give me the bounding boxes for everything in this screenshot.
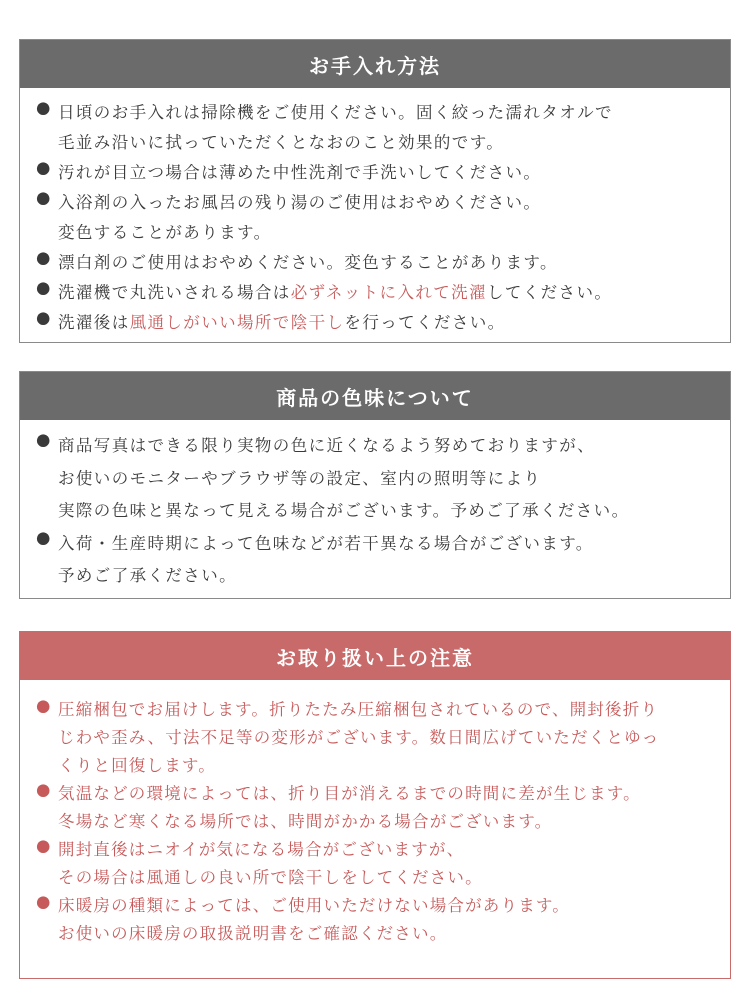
bullet-icon: ● [36, 308, 52, 327]
color-section-title: 商品の色味について [20, 372, 730, 420]
list-item [36, 780, 716, 836]
list-item-line [58, 98, 716, 128]
bullet-icon: ● [36, 780, 52, 799]
list-item-line [58, 864, 716, 892]
highlight-text: 必ずネットに入れて洗濯 [290, 283, 487, 302]
list-item-line [58, 158, 716, 188]
care-list [20, 88, 730, 338]
list-item-line [58, 495, 716, 528]
list-item [36, 308, 716, 338]
bullet-icon: ● [36, 188, 52, 207]
line-text: 床暖房の種類によっては、ご使用いただけない場合があります。 [58, 896, 570, 915]
list-item-line [58, 188, 716, 218]
line-text: 漂白剤のご使用はおやめください。変色することがあります。 [58, 253, 558, 272]
line-text: じわや歪み、寸法不足等の変形がございます。数日間広げていただくとゆっ [58, 728, 660, 747]
list-item [36, 892, 716, 948]
list-item [36, 248, 716, 278]
list-item-line [58, 696, 716, 724]
bullet-icon: ● [36, 158, 52, 177]
list-item [36, 836, 716, 892]
list-item-line [58, 560, 716, 593]
line-text: 入浴剤の入ったお風呂の残り湯のご使用はおやめください。 [58, 193, 542, 212]
list-item [36, 430, 716, 528]
list-item-line [58, 218, 716, 248]
line-text: 汚れが目立つ場合は薄めた中性洗剤で手洗いしてください。 [58, 163, 542, 182]
list-item-line [58, 836, 716, 864]
line-text: その場合は風通しの良い所で陰干しをしてください。 [58, 868, 483, 887]
line-text: お使いのモニターやブラウザ等の設定、室内の照明等により [58, 468, 542, 488]
line-text: くりと回復します。 [58, 756, 216, 775]
line-text: を行ってください。 [344, 313, 506, 332]
list-item-line [58, 808, 716, 836]
list-item-line [58, 248, 716, 278]
list-item-line [58, 528, 716, 561]
list-item [36, 528, 716, 593]
line-text: 冬場など寒くなる場所では、時間がかかる場合がございます。 [58, 812, 553, 831]
list-item-line [58, 278, 716, 308]
list-item-line [58, 463, 716, 496]
list-item [36, 98, 716, 158]
bullet-icon: ● [36, 278, 52, 297]
line-text: 予めご了承ください。 [58, 566, 237, 585]
bullet-icon: ● [36, 430, 52, 449]
line-text: 洗濯機で丸洗いされる場合は [58, 283, 291, 302]
line-text: お使いの床暖房の取扱説明書をご確認ください。 [58, 924, 448, 943]
line-text: 洗濯後は [58, 313, 130, 332]
list-item-line [58, 780, 716, 808]
list-item-line [58, 724, 716, 752]
line-text: 実際の色味と異なって見える場合がございます。予めご了承ください。 [58, 501, 630, 520]
caution-section-title: お取り扱い上の注意 [20, 632, 730, 680]
list-item-line [58, 430, 716, 463]
color-list [20, 420, 730, 593]
line-text: してください。 [486, 283, 613, 302]
bullet-icon: ● [36, 248, 52, 267]
line-text: 入荷・生産時期によって色味などが若干異なる場合がございます。 [58, 533, 594, 553]
list-item [36, 278, 716, 308]
bullet-icon: ● [36, 527, 52, 547]
line-text: 日頃のお手入れは掃除機をご使用ください。固く絞った濡れタオルで [58, 103, 613, 122]
line-text: 商品写真はできる限り実物の色に近くなるよう努めておりますが、 [58, 436, 595, 455]
list-item-line [58, 892, 716, 920]
care-section [19, 39, 731, 343]
caution-section [19, 631, 731, 979]
list-item-line [58, 308, 716, 338]
list-item [36, 158, 716, 188]
color-section [19, 371, 731, 599]
highlight-text: 風通しがいい場所で陰干し [129, 313, 345, 332]
list-item-line [58, 752, 716, 780]
bullet-icon: ● [36, 836, 52, 855]
line-text: 気温などの環境によっては、折り目が消えるまでの時間に差が生じます。 [58, 784, 641, 803]
line-text: 変色することがあります。 [58, 223, 272, 242]
line-text: 毛並み沿いに拭っていただくとなおのこと効果的です。 [58, 133, 505, 152]
list-item-line [58, 920, 716, 948]
list-item [36, 696, 716, 780]
bullet-icon: ● [36, 98, 52, 117]
bullet-icon: ● [36, 892, 52, 911]
care-section-title: お手入れ方法 [20, 40, 730, 88]
list-item [36, 188, 716, 248]
list-item-line [58, 128, 716, 158]
line-text: 開封直後はニオイが気になる場合がございますが、 [58, 840, 465, 859]
caution-list [20, 680, 730, 948]
bullet-icon: ● [36, 696, 52, 715]
line-text: 圧縮梱包でお届けします。折りたたみ圧縮梱包されているので、開封後折り [58, 700, 659, 719]
